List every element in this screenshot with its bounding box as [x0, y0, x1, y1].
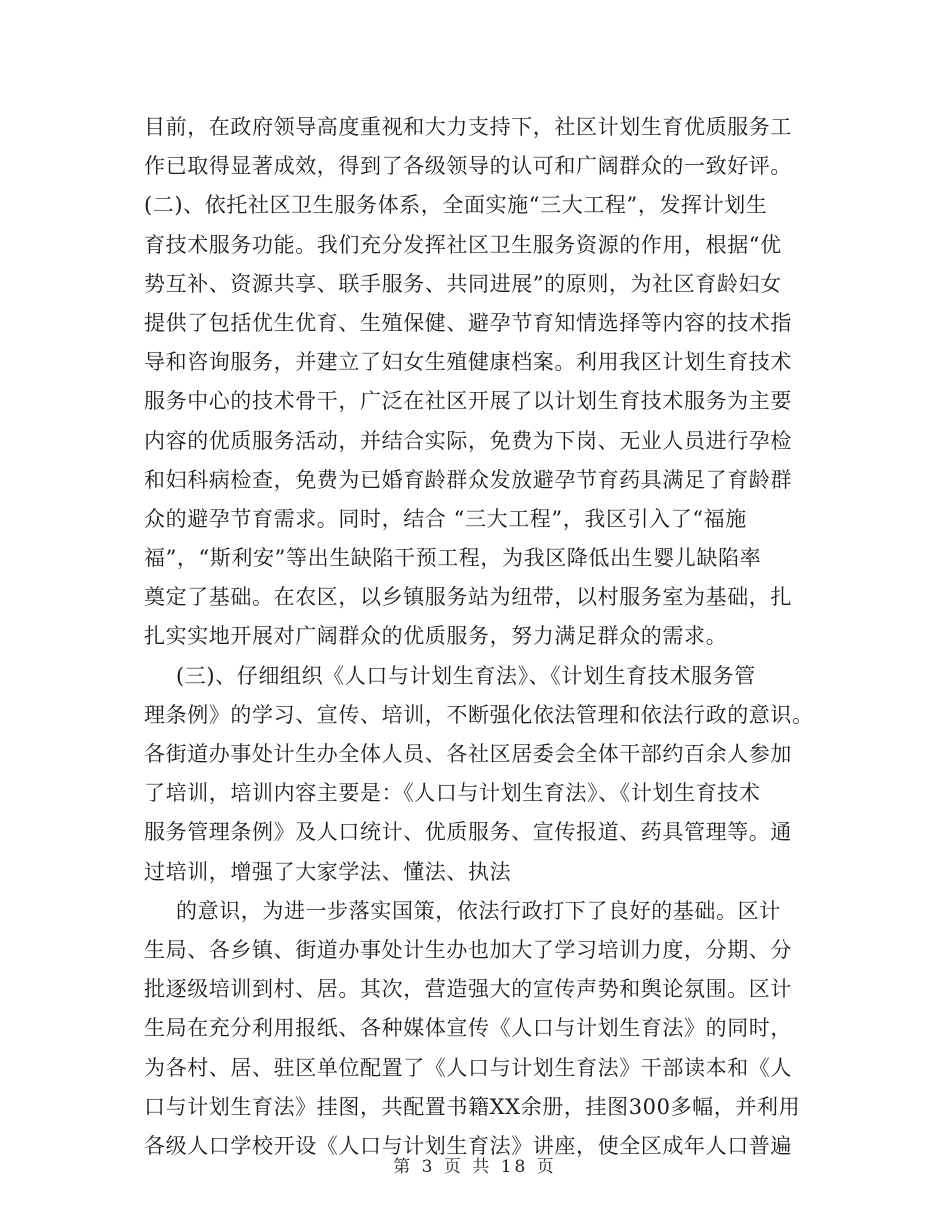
- text-line: 育技术服务功能。我们充分发挥社区卫生服务资源的作用，根据“优: [144, 232, 782, 257]
- text-line: 为各村、居、驻区单位配置了《人口与计划生育法》干部读本和《人: [144, 1055, 792, 1080]
- page-number-footer: 第 3 页 共 18 页: [393, 1157, 557, 1177]
- text-line: 过培训，增强了大家学法、懂法、执法: [144, 859, 512, 884]
- text-line: 服务中心的技术骨干，广泛在社区开展了以计划生育技术服务为主要: [144, 389, 792, 414]
- text-line: 作已取得显著成效，得到了各级领导的认可和广阔群众的一致好评。: [144, 154, 792, 179]
- text-line: 内容的优质服务活动，并结合实际，免费为下岗、无业人员进行孕检: [144, 428, 792, 453]
- text-line: 福”，“斯利安”等出生缺陷干预工程，为我区降低出生婴儿缺陷率: [144, 546, 762, 571]
- text-line: 目前，在政府领导高度重视和大力支持下，社区计划生育优质服务工: [144, 115, 792, 139]
- text-line: 生局在充分利用报纸、各种媒体宣传《人口与计划生育法》的同时，: [144, 1016, 792, 1041]
- text-line: 的意识，为进一步落实国策，依法行政打下了良好的基础。区计: [176, 898, 781, 923]
- text-line: 了培训，培训内容主要是：《人口与计划生育法》、《计划生育技术: [144, 781, 761, 806]
- text-line: 众的避孕节育需求。同时，结合 “三大工程”，我区引入了“福施: [144, 506, 747, 531]
- text-line: 和妇科病检查，免费为已婚育龄群众发放避孕节育药具满足了育龄群: [144, 467, 792, 492]
- text-line: (三)、仔细组织《人口与计划生育法》、《计划生育技术服务管: [176, 663, 756, 688]
- text-line: 服务管理条例》及人口统计、优质服务、宣传报道、药具管理等。通: [144, 820, 792, 845]
- text-line: 生局、各乡镇、街道办事处计生办也加大了学习培训力度，分期、分: [144, 937, 792, 962]
- text-line: 各街道办事处计生办全体人员、各社区居委会全体干部约百余人参加: [144, 742, 792, 766]
- text-line: 口与计划生育法》挂图，共配置书籍XX余册，挂图300多幅，并利用: [144, 1094, 801, 1119]
- text-line: 奠定了基础。在农区，以乡镇服务站为纽带，以村服务室为基础，扎: [144, 585, 792, 610]
- text-line: 理条例》的学习、宣传、培训，不断强化依法管理和依法行政的意识。: [144, 702, 814, 727]
- text-line: 各级人口学校开设《人口与计划生育法》讲座，使全区成年人口普遍: [144, 1133, 792, 1158]
- text-line: 势互补、资源共享、联手服务、共同进展”的原则，为社区育龄妇女: [144, 271, 782, 296]
- text-line: 提供了包括优生优育、生殖保健、避孕节育知情选择等内容的技术指: [144, 310, 792, 335]
- text-line: 批逐级培训到村、居。其次，营造强大的宣传声势和舆论氛围。区计: [144, 977, 792, 1002]
- text-line: 扎实实地开展对广阔群众的优质服务，努力满足群众的需求。: [144, 624, 728, 649]
- text-line: (二)、依托社区卫生服务体系，全面实施“三大工程”，发挥计划生: [144, 193, 768, 218]
- text-line: 导和咨询服务，并建立了妇女生殖健康档案。利用我区计划生育技术: [144, 350, 792, 375]
- body-text: [144, 108, 814, 1166]
